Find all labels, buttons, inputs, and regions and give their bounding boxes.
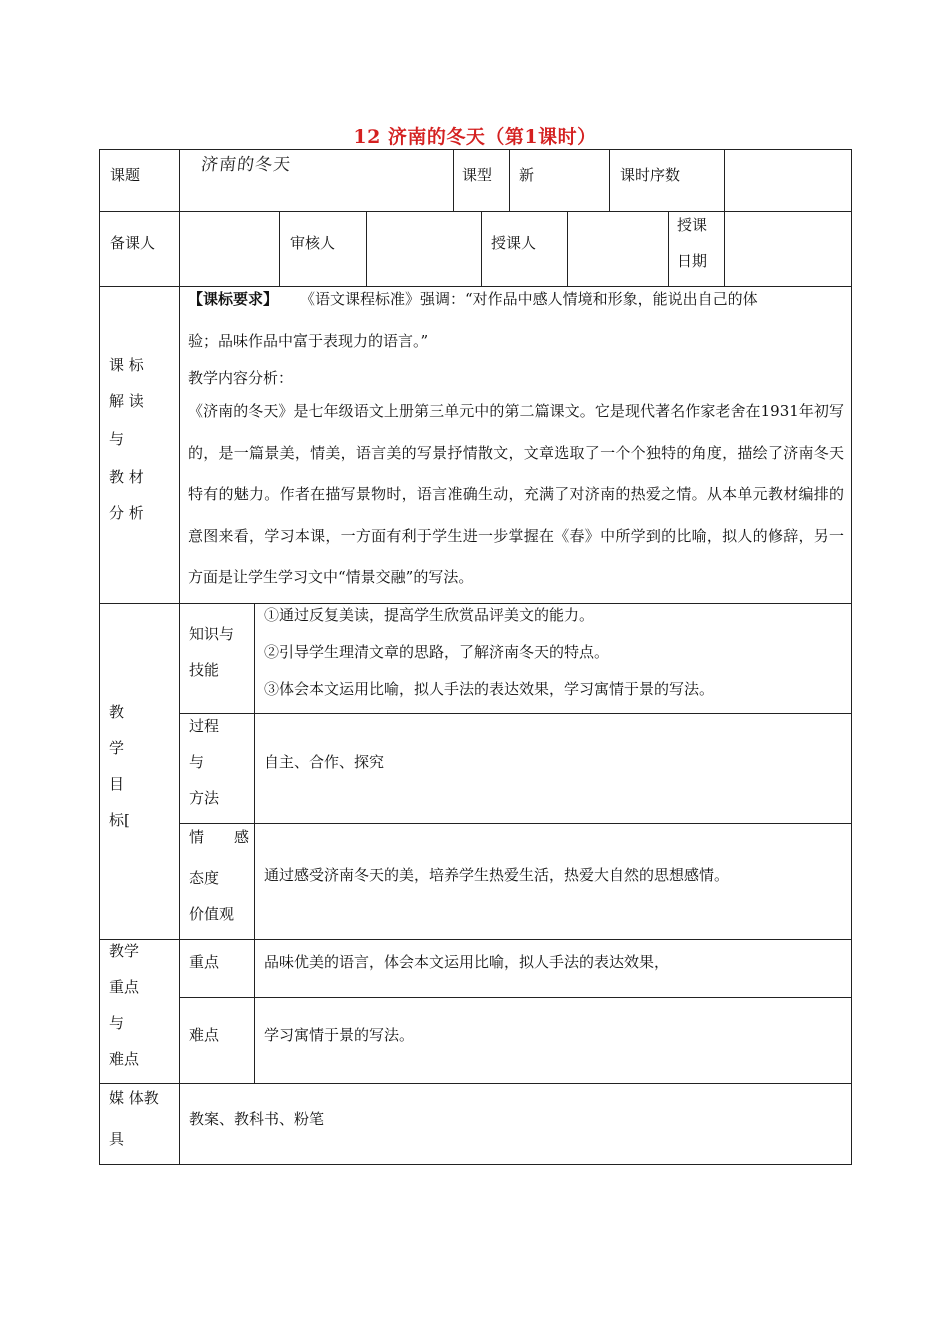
curriculum-requirement [188, 292, 758, 307]
media-label-line1: 媒 体教 [109, 1089, 159, 1107]
media-label-line2: 具 [109, 1130, 125, 1148]
preparer-label: 备课人 [110, 234, 156, 252]
knowledge-item-1: ①通过反复美读，提高学生欣赏品评美文的能力。 [264, 606, 595, 624]
knowledge-item-3: ③体会本文运用比喻，拟人手法的表达效果，学习寓情于景的写法。 [264, 680, 715, 698]
key-point-value: 品味优美的语言，体会本文运用比喻，拟人手法的表达效果， [264, 953, 670, 971]
date-label-line1: 授课 [677, 216, 708, 234]
date-label-line2: 日期 [677, 252, 708, 270]
difficulty-value: 学习寓情于景的写法。 [264, 1026, 415, 1044]
emotion-values-value: 通过感受济南冬天的美，培养学生热爱生活，热爱大自然的思想感情。 [264, 866, 730, 884]
teacher-label: 授课人 [491, 234, 537, 252]
requirement-tag: 【课标要求】 [188, 290, 279, 308]
period-label: 课时序数 [620, 166, 681, 184]
requirement-text-cont: 验；品味作品中富于表现力的语言。” [188, 332, 429, 350]
reviewer-label: 审核人 [290, 234, 336, 252]
content-analysis-text: 《济南的冬天》是七年级语文上册第三单元中的第二篇课文。它是现代著名作家老舍在1931年初写的，是一篇景美，情美，语言美的写景抒情散文，文章选取了一个个独特的角度，描绘了济南冬天特有的魅力。作者在描写景物时，语言准确生动，充满了对济南的热爱之情。从本单元教材编排的意图来看，学习本课，一方面有利于学生进一步掌握在《春》中所学到的比喻，拟人的修辞，另一方面是让学生学习文中“情景交融”的写法。 [188, 402, 844, 586]
content-analysis-title: 教学内容分析： [188, 369, 294, 387]
key-point-label: 重点 [189, 953, 220, 971]
lesson-value: 济南的冬天 [200, 155, 293, 175]
media-value: 教案、教科书、粉笔 [189, 1110, 325, 1128]
document-title: 12 济南的冬天（第1课时） [353, 126, 597, 148]
process-method-value: 自主、合作、探究 [264, 753, 385, 771]
difficulty-label: 难点 [189, 1026, 220, 1044]
lesson-label: 课题 [110, 166, 141, 184]
type-value: 新 [519, 166, 535, 184]
knowledge-item-2: ②引导学生理清文章的思路，了解济南冬天的特点。 [264, 643, 610, 661]
type-label: 课型 [462, 166, 493, 184]
requirement-text: 《语文课程标准》强调：“对作品中感人情境和形象，能说出自己的体 [300, 290, 758, 308]
